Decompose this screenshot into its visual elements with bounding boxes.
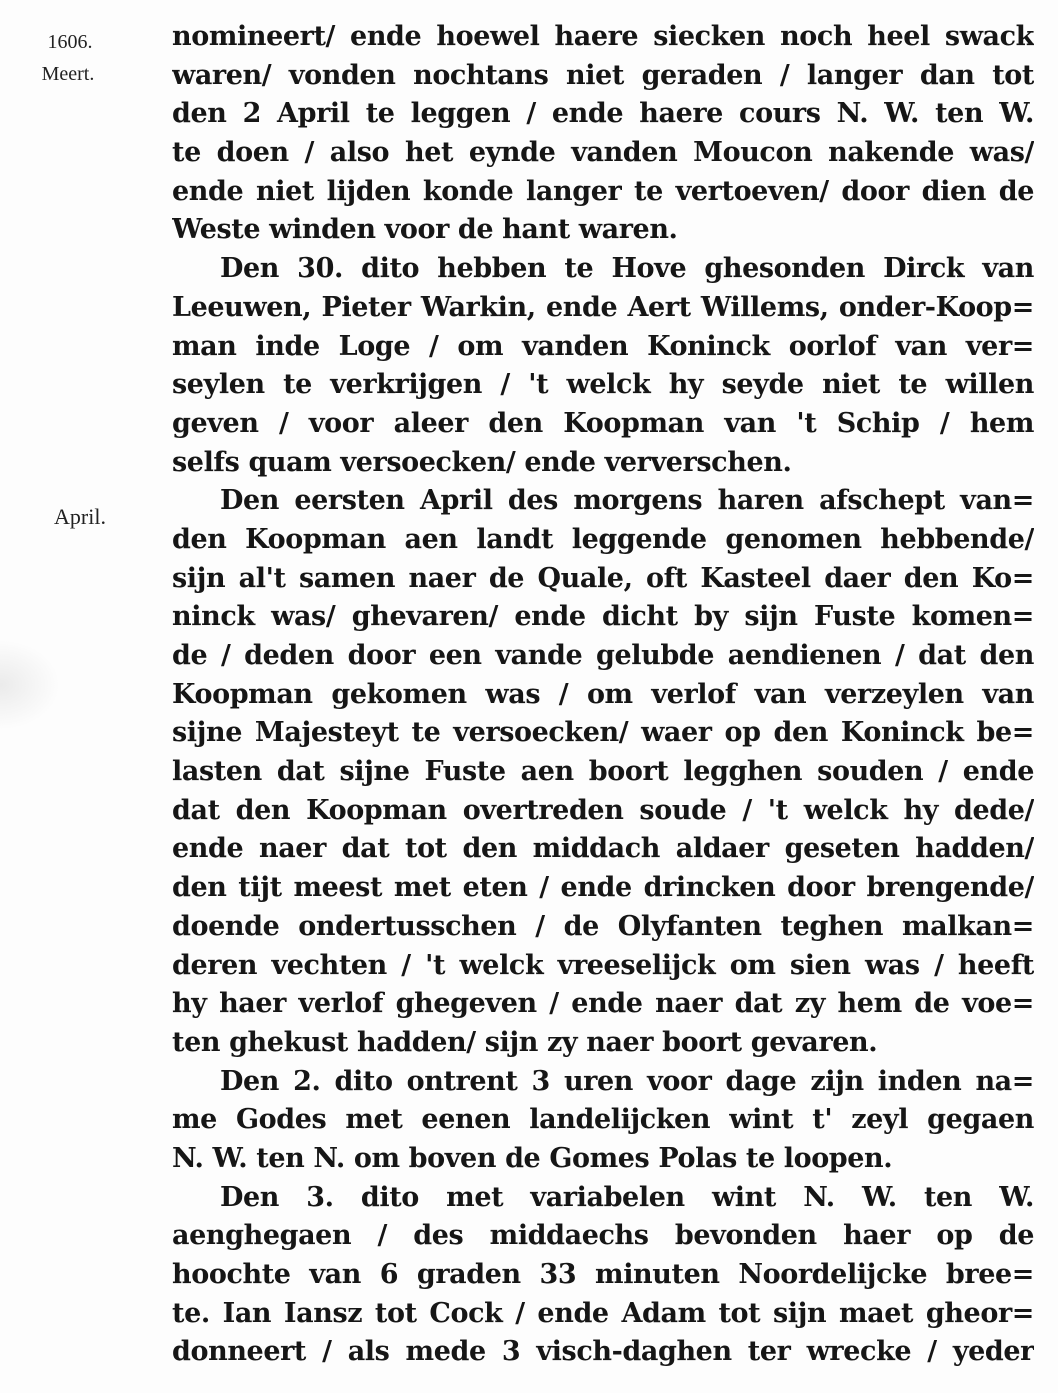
margin-year: 1606. [47, 31, 93, 53]
margin-month-april: April. [54, 504, 106, 529]
scan-shadow [0, 640, 60, 730]
text-line: seylen te verkrijgen / 't welck hy seyde niet te willen [172, 369, 1034, 401]
journal-text [172, 18, 1034, 1372]
text-line: man inde Loge / om vanden Koninck oorlof van ver= [172, 330, 1034, 362]
text-line: den Koopman aen landt leggende genomen hebbende/ [172, 523, 1034, 555]
text-line: Koopman gekomen was / om verlof van verzeylen van [172, 678, 1034, 710]
text-line: den 2 April te leggen / ende haere cours N. W. ten W. [172, 98, 1034, 130]
text-line: ende niet lijden konde langer te vertoeven/ door dien de [172, 175, 1034, 207]
text-line: te. Ian Iansz tot Cock / ende Adam tot sijn maet gheor= [172, 1297, 1034, 1329]
text-line: doende ondertusschen / de Olyfanten teghen malkan= [172, 910, 1034, 942]
text-line: N. W. ten N. om boven de Gomes Polas te loopen. [172, 1142, 893, 1174]
text-line: aenghegaen / des middaechs bevonden haer op de [172, 1220, 1034, 1252]
text-line: ende naer dat tot den middach aldaer geseten hadden/ [172, 833, 1034, 865]
text-line: dat den Koopman overtreden soude / 't welck hy dede/ [172, 794, 1034, 826]
text-line: deren vechten / 't welck vreeselijck om sien was / heeft [172, 949, 1034, 981]
paragraph-start-line: Den 2. dito ontrent 3 uren voor dage zijn inden na= [220, 1065, 1034, 1097]
paragraph-start-line: Den 3. dito met variabelen wint N. W. ten W. [220, 1181, 1034, 1213]
text-line: te doen / also het eynde vanden Moucon nakende was/ [172, 137, 1034, 169]
text-line: Leeuwen, Pieter Warkin, ende Aert Willems, onder-Koop= [172, 291, 1034, 323]
text-line: ninck was/ ghevaren/ ende dicht by sijn Fuste komen= [172, 601, 1034, 633]
text-line: me Godes met eenen landelijcken wint t' zeyl gegaen [172, 1104, 1034, 1136]
text-line: hy haer verlof ghegeven / ende naer dat zy hem de voe= [172, 988, 1034, 1020]
text-line: den tijt meest met eten / ende drincken door brengende/ [172, 872, 1034, 904]
text-line: donneert / als mede 3 visch-daghen ter wrecke / yeder [172, 1336, 1034, 1368]
text-line: hoochte van 6 graden 33 minuten Noordelijcke bree= [172, 1259, 1034, 1290]
paragraph-start-line: Den 30. dito hebben te Hove ghesonden Dirck van [220, 253, 1034, 285]
text-line: sijn al't samen naer de Quale, oft Kasteel daer den Ko= [172, 562, 1034, 594]
text-line: Weste winden voor de hant waren. [172, 214, 678, 246]
text-line: ten ghekust hadden/ sijn zy naer boort gevaren. [172, 1026, 878, 1058]
text-line: nomineert/ ende hoewel haere siecken noch heel swack [172, 21, 1034, 52]
text-line: sijne Majesteyt te versoecken/ waer op den Koninck be= [172, 717, 1034, 749]
text-line: waren/ vonden nochtans niet geraden / langer dan tot [172, 59, 1034, 91]
text-line: lasten dat sijne Fuste aen boort legghen souden / ende [172, 756, 1034, 788]
paragraph-start-line: Den eersten April des morgens haren afschept van= [220, 485, 1034, 517]
text-line: de / deden door een vande gelubde aendienen / dat den [172, 640, 1034, 671]
margin-month-march: Meert. [41, 63, 95, 85]
text-line: selfs quam versoecken/ ende ververschen. [172, 446, 792, 478]
text-line: geven / voor aleer den Koopman van 't Schip / hem [172, 407, 1034, 439]
